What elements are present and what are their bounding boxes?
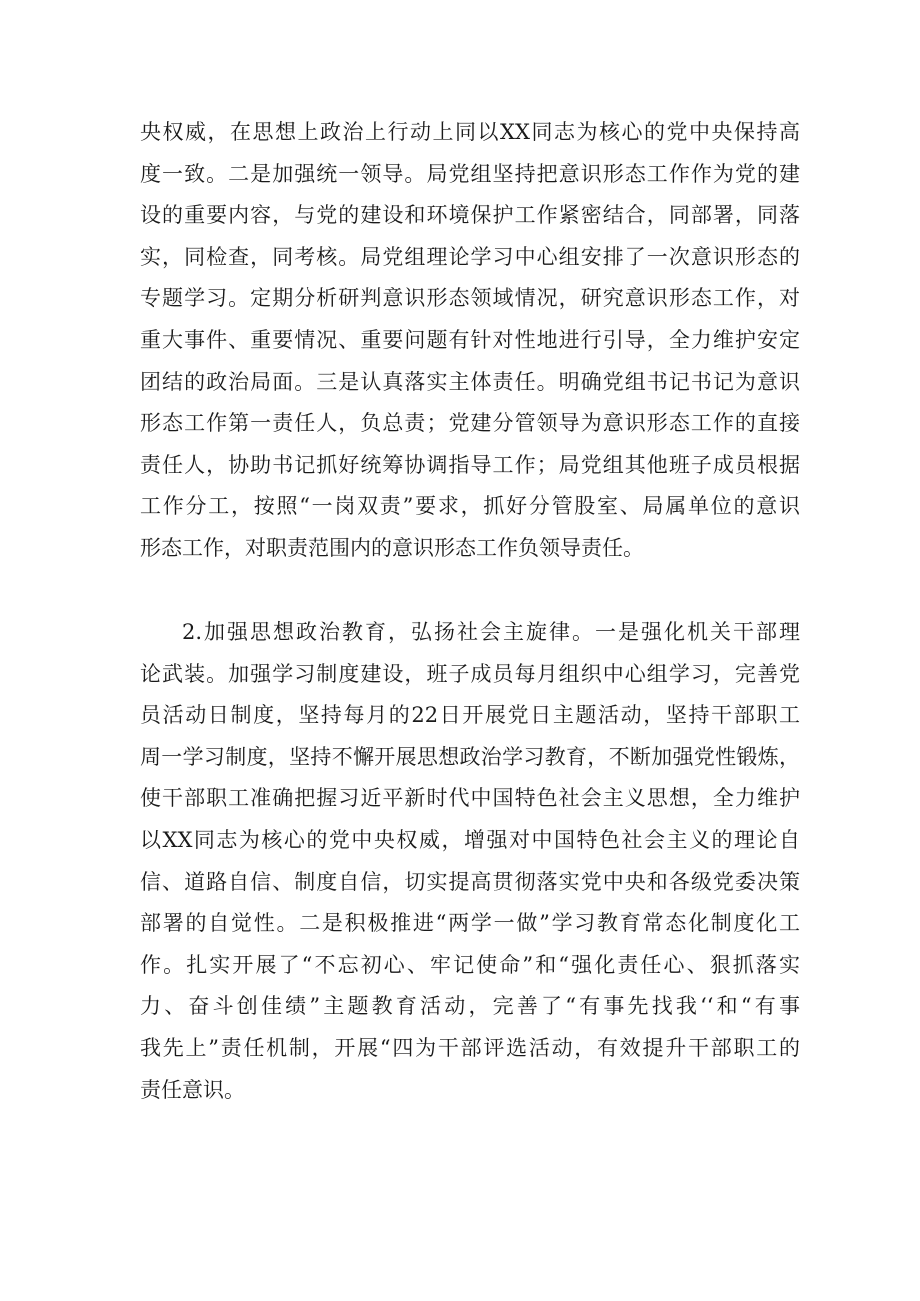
paragraph-political-education <box>140 612 800 1111</box>
text-line: 形态工作第一责任人，负总责；党建分管领导为意识形态工作的直接 <box>140 411 800 436</box>
text-line: 员活动日制度，坚持每月的22日开展党日主题活动，坚持干部职工 <box>140 703 800 728</box>
text-line: 论武装。加强学习制度建设，班子成员每月组织中心组学习，完善党 <box>140 661 800 686</box>
text-line: 我先上”责任机制，开展“四为干部评选活动，有效提升干部职工的 <box>140 1035 800 1060</box>
text-line: 设的重要内容，与党的建设和环境保护工作紧密结合，同部署，同落 <box>140 203 800 228</box>
text-line: 责任意识。 <box>140 1077 245 1102</box>
text-line: 形态工作，对职责范围内的意识形态工作负领导责任。 <box>140 535 644 560</box>
text-line: 专题学习。定期分析研判意识形态领域情况，研究意识形态工作，对 <box>140 286 800 311</box>
text-line: 工作分工，按照“一岗双责”要求，抓好分管股室、局属单位的意识 <box>140 494 800 519</box>
text-line: 信、道路自信、制度自信，切实提高贯彻落实党中央和各级党委决策 <box>140 869 800 894</box>
text-line: 使干部职工准确把握习近平新时代中国特色社会主义思想，全力维护 <box>140 786 800 811</box>
section-heading-line: 2.加强思想政治教育，弘扬社会主旋律。一是强化机关干部理 <box>182 620 800 644</box>
text-line: 周一学习制度，坚持不懈开展思想政治学习教育，不断加强党性锻炼， <box>140 744 800 769</box>
text-line: 重大事件、重要情况、重要问题有针对性地进行引导，全力维护安定 <box>140 327 800 352</box>
text-line: 作。扎实开展了“不忘初心、牢记使命”和“强化责任心、狠抓落实 <box>140 952 800 977</box>
text-line: 责任人，协助书记抓好统筹协调指导工作；局党组其他班子成员根据 <box>140 452 800 477</box>
paragraph-ideology-leadership <box>140 112 800 570</box>
text-line: 以XX同志为核心的党中央权威，增强对中国特色社会主义的理论自 <box>140 827 800 852</box>
text-line: 团结的政治局面。三是认真落实主体责任。明确党组书记书记为意识 <box>140 369 800 394</box>
text-line: 度一致。二是加强统一领导。局党组坚持把意识形态工作作为党的建 <box>140 161 800 186</box>
text-line: 部署的自觉性。二是积极推进“两学一做”学习教育常态化制度化工 <box>140 911 800 936</box>
text-line: 力、奋斗创佳绩”主题教育活动，完善了“有事先找我‘‘和“有事 <box>140 994 800 1019</box>
text-line: 央权威，在思想上政治上行动上同以XX同志为核心的党中央保持高 <box>140 120 800 144</box>
text-line: 实，同检查，同考核。局党组理论学习中心组安排了一次意识形态的 <box>140 244 800 269</box>
